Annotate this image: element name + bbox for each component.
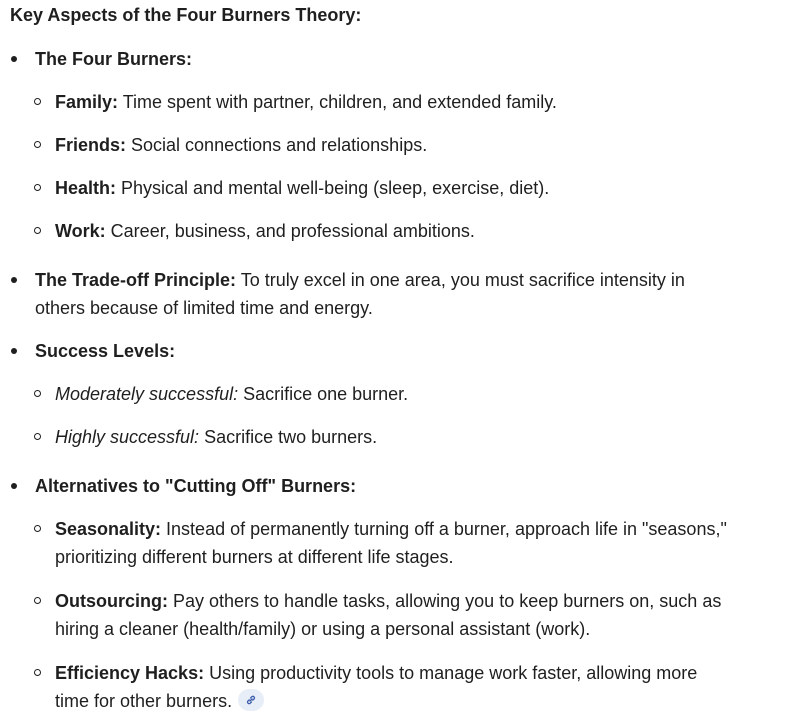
list-item-highly [55,423,377,451]
list-item-alternatives [35,472,356,500]
item-title: The Four Burners: [35,49,193,69]
item-text-continued: prioritizing different burners at different life stages. [55,547,454,567]
list-item-efficiency [55,659,697,715]
item-title: Efficiency Hacks: [55,663,205,683]
item-text: Using productivity tools to manage work faster, allowing more [204,663,698,683]
list-item-success-levels [35,337,175,365]
list-item-friends [55,131,427,159]
item-text: Pay others to handle tasks, allowing you to keep burners on, such as [168,591,722,611]
bullet-circle [34,98,41,105]
item-text: Sacrifice one burner. [238,384,409,404]
item-text: Social connections and relationships. [126,135,428,155]
item-title: Moderately successful: [55,384,239,404]
item-text: Career, business, and professional ambitions. [105,221,475,241]
bullet-circle [34,433,41,440]
bullet-disc [11,483,17,489]
bullet-circle [34,390,41,397]
item-title: Work: [55,221,106,241]
list-item-four-burners [35,45,192,73]
item-text: To truly excel in one area, you must sacrifice intensity in [236,270,685,290]
list-item-family [55,88,557,116]
item-text-continued: others because of limited time and energy. [35,298,373,318]
link-icon [245,694,257,706]
list-item-work [55,217,475,245]
item-text-continued: hiring a cleaner (health/family) or using a personal assistant (work). [55,619,591,639]
list-item-trade-off [35,266,685,322]
bullet-disc [11,277,17,283]
item-text-continued: time for other burners. [55,691,233,711]
list-item-outsourcing [55,587,721,643]
list-item-moderately [55,380,408,408]
item-title: Outsourcing: [55,591,168,611]
item-text: Instead of permanently turning off a burner, approach life in "seasons," [161,519,727,539]
item-text: Time spent with partner, children, and extended family. [118,92,557,112]
item-title: The Trade-off Principle: [35,270,237,290]
item-title: Success Levels: [35,341,176,361]
section-heading: Key Aspects of the Four Burners Theory: [10,5,362,25]
bullet-circle [34,227,41,234]
list-item-health [55,174,549,202]
item-title: Alternatives to "Cutting Off" Burners: [35,476,357,496]
bullet-disc [11,348,17,354]
item-text: Sacrifice two burners. [199,427,378,447]
item-title: Family: [55,92,119,112]
bullet-disc [11,56,17,62]
item-title: Health: [55,178,117,198]
bullet-circle [34,597,41,604]
list-item-seasonality [55,515,727,571]
bullet-circle [34,669,41,676]
bullet-circle [34,184,41,191]
item-title: Highly successful: [55,427,200,447]
item-title: Friends: [55,135,127,155]
source-link-button[interactable] [238,689,264,711]
bullet-circle [34,525,41,532]
item-title: Seasonality: [55,519,162,539]
item-text: Physical and mental well-being (sleep, exercise, diet). [116,178,550,198]
bullet-circle [34,141,41,148]
